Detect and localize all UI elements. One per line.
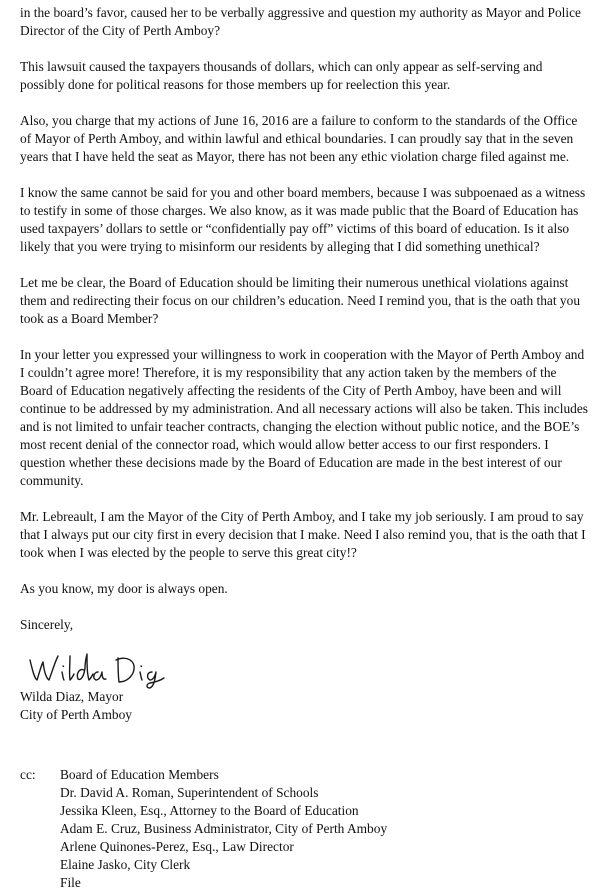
signer-block [20, 688, 588, 724]
cc-recipient: Dr. David A. Roman, Superintendent of Schools [60, 785, 319, 800]
letter-paragraph-5: Let me be clear, the Board of Education should be limiting their numerous unethical violations against them and redirecting their focus on our children’s education. Need I remind you, that is the oath that you took as a Board Member? [20, 275, 581, 326]
letter-paragraph-1: in the board’s favor, caused her to be verbally aggressive and question my authority as Mayor and Police Director of the City of Perth Amboy? [20, 5, 581, 38]
cc-recipient: File [60, 875, 81, 890]
letter-paragraph-2: This lawsuit caused the taxpayers thousands of dollars, which can only appear as self-serving and possibly done for political reasons for those members up for reelection this year. [20, 59, 543, 92]
letter-closing: Sincerely, [20, 617, 74, 632]
signature-scribble-icon [26, 650, 176, 690]
cc-recipient: Jessika Kleen, Esq., Attorney to the Board of Education [60, 803, 359, 818]
letter-paragraph-7: Mr. Lebreault, I am the Mayor of the City of Perth Amboy, and I take my job seriously. I am proud to say that I always put our city first in every decision that I make. Need I also remind you, that is the oath that I took when I was elected by the people to serve this great city!? [20, 509, 586, 560]
letter-page [20, 4, 588, 892]
cc-block [20, 766, 588, 892]
signer-name: Wilda Diaz, Mayor [20, 689, 124, 704]
letter-paragraph-4: I know the same cannot be said for you and other board members, because I was subpoenaed as a witness to testify in some of those charges. We also know, as it was made public that the Board of Education has used taxpayers’ dollars to settle or “confidentially pay off” victims of this board of education. Is it also likely that you were trying to misinform our residents by alleging that I did something unethical? [20, 185, 586, 254]
cc-recipient: Adam E. Cruz, Business Administrator, City of Perth Amboy [60, 821, 388, 836]
cc-recipient: Elaine Jasko, City Clerk [60, 857, 191, 872]
handwritten-signature [20, 650, 588, 688]
signer-organization: City of Perth Amboy [20, 707, 132, 722]
letter-paragraph-6: In your letter you expressed your willingness to work in cooperation with the Mayor of Perth Amboy and I couldn’t agree more! Therefore, it is my responsibility that any action taken by the members of the Board of Education negatively affecting the residents of the City of Perth Amboy, have been and will continue to be addressed by my administration. And all necessary actions will also be taken. This includes and is not limited to unfair teacher contracts, changing the election without public notice, and the BOE’s most recent denial of the connector road, which would allow better access to our first responders. I question whether these decisions made by the Board of Education are made in the best interest of our community. [20, 347, 588, 488]
letter-paragraph-8: As you know, my door is always open. [20, 581, 228, 596]
cc-label: cc: [20, 767, 36, 782]
cc-recipient: Board of Education Members [60, 767, 219, 782]
cc-recipient: Arlene Quinones-Perez, Esq., Law Director [60, 839, 294, 854]
cc-list [60, 766, 387, 892]
letter-paragraph-3: Also, you charge that my actions of June 16, 2016 are a failure to conform to the standards of the Office of Mayor of Perth Amboy, and within lawful and ethical boundaries. I can proudly say that in the seven years that I have held the seat as Mayor, there has not been any ethic violation charge filed against me. [20, 113, 578, 164]
